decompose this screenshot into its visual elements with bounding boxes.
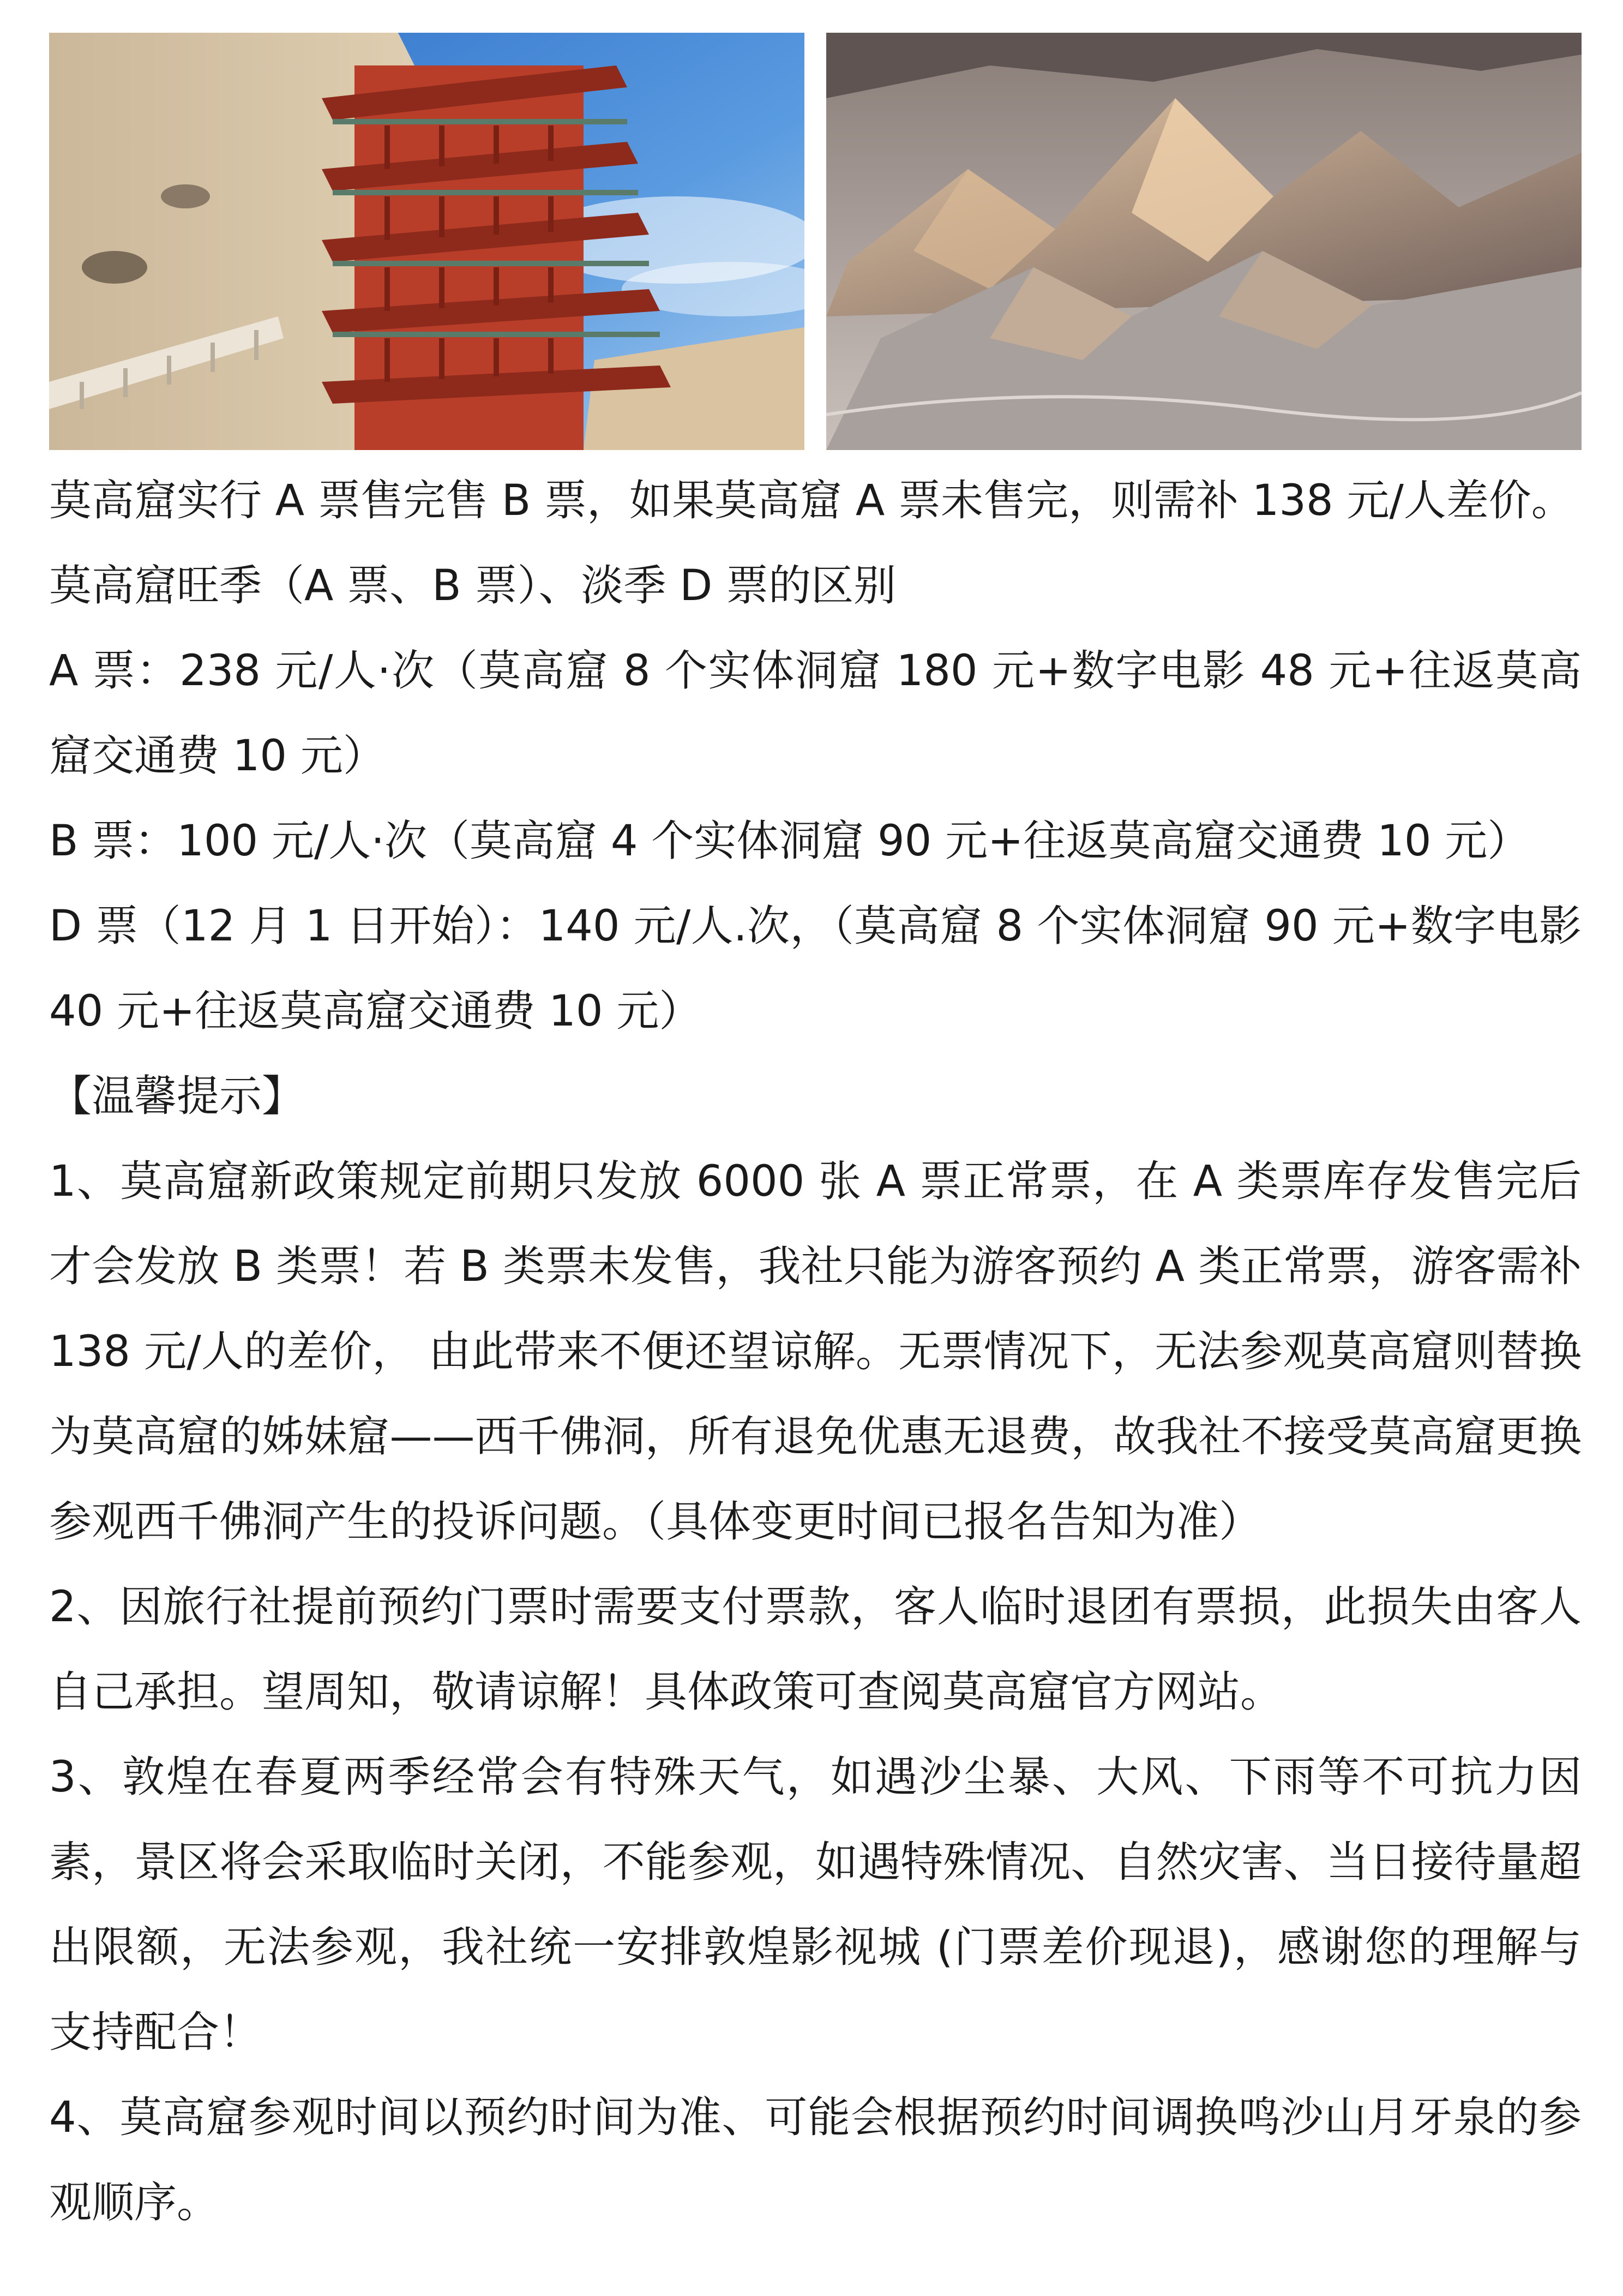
ticket-d-line: D 票（12 月 1 日开始）：140 元/人.次，（莫高窟 8 个实体洞窟 90 元+数字电影 40 元+往返莫高窟交通费 10 元） xyxy=(49,902,1582,1036)
tips-title: 【温馨提示】 xyxy=(49,1072,305,1121)
notice-line-1: 莫高窟实行 A 票售完售 B 票，如果莫高窟 A 票未售完，则需补 138 元/人差价。 xyxy=(49,476,1574,525)
notice-line-2: 莫高窟旺季（A 票、B 票）、淡季 D 票的区别 xyxy=(49,561,897,610)
mogao-caves-pagoda-photo xyxy=(49,33,804,450)
ticket-b-line: B 票：100 元/人·次（莫高窟 4 个实体洞窟 90 元+往返莫高窟交通费 10 元） xyxy=(49,817,1530,866)
tip-1: 1、莫高窟新政策规定前期只发放 6000 张 A 票正常票，在 A 类票库存发售完后才会发放 B 类票！若 B 类票未发售，我社只能为游客预约 A 类正常票，游客需补 138 元/人的差价， 由此带来不便还望谅解。无票情况下，无法参观莫高窟则替换为莫高窟的姊妹窟——西千佛洞，所有退免优惠无退费，故我社不接受莫高窟更换参观西千佛洞产生的投诉问题。（具体变更时间已报名告知为准） xyxy=(49,1157,1582,1546)
tip-2: 2、因旅行社提前预约门票时需要支付票款，客人临时退团有票损，此损失由客人自己承担。望周知，敬请谅解！具体政策可查阅莫高窟官方网站。 xyxy=(49,1582,1582,1717)
ticket-a-line: A 票：238 元/人·次（莫高窟 8 个实体洞窟 180 元+数字电影 48 元+往返莫高窟交通费 10 元） xyxy=(49,646,1582,781)
desert-dunes-aerial-photo xyxy=(826,33,1582,450)
tip-4: 4、莫高窟参观时间以预约时间为准、可能会根据预约时间调换鸣沙山月牙泉的参观顺序。 xyxy=(49,2093,1582,2227)
photo-row xyxy=(49,33,1582,450)
ticket-info-text xyxy=(49,458,1582,2245)
tip-3: 3、敦煌在春夏两季经常会有特殊天气，如遇沙尘暴、大风、下雨等不可抗力因素，景区将会采取临时关闭，不能参观，如遇特殊情况、自然灾害、当日接待量超出限额，无法参观，我社统一安排敦煌影视城 (门票差价现退)，感谢您的理解与支持配合！ xyxy=(49,1753,1582,2057)
